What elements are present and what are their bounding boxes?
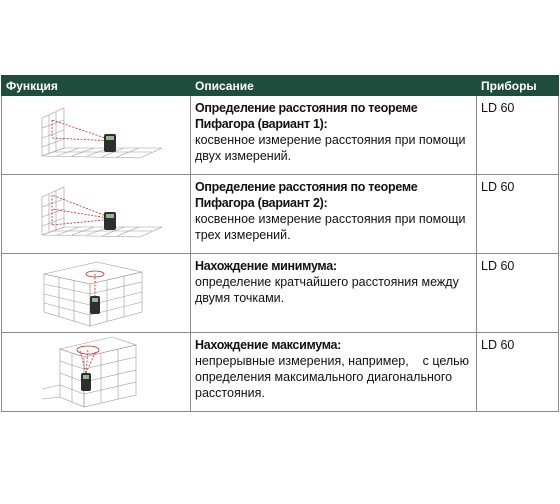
row-description: косвенное измерение расстояния при помощи трех измерений.: [195, 212, 466, 242]
row-description: определение кратчайшего расстояния между двумя точками.: [195, 275, 459, 305]
row-title: Нахождение минимума:: [195, 259, 337, 273]
row-description: непрерывные измерения, например, с целью определения максимального диагонального расстояния.: [195, 354, 473, 400]
maximum-icon: [2, 333, 191, 411]
row-description: косвенное измерение расстояния при помощи двух измерений.: [195, 133, 466, 163]
function-cell: [2, 254, 191, 333]
table-row: [2, 175, 559, 254]
description-cell: [191, 175, 477, 254]
table-row: [2, 96, 559, 175]
functions-table: [1, 75, 559, 412]
device-cell: LD 60: [477, 175, 559, 254]
function-cell: [2, 96, 191, 175]
function-cell: [2, 333, 191, 412]
row-title: Определение расстояния по теореме Пифагора (вариант 2):: [195, 180, 418, 210]
device-cell: LD 60: [477, 333, 559, 412]
header-devices: Приборы: [477, 76, 559, 96]
minimum-icon: [2, 254, 191, 332]
description-cell: [191, 333, 477, 412]
table-row: [2, 333, 559, 412]
pythagoras-2-icon: [2, 175, 191, 253]
table-header-row: [2, 76, 559, 96]
description-cell: [191, 254, 477, 333]
device-cell: LD 60: [477, 254, 559, 333]
description-cell: [191, 96, 477, 175]
row-title: Определение расстояния по теореме Пифагора (вариант 1):: [195, 101, 418, 131]
header-description: Описание: [191, 76, 477, 96]
pythagoras-1-icon: [2, 96, 191, 174]
device-cell: LD 60: [477, 96, 559, 175]
function-cell: [2, 175, 191, 254]
header-function: Функция: [2, 76, 191, 96]
row-title: Нахождение максимума:: [195, 338, 342, 352]
table-row: [2, 254, 559, 333]
